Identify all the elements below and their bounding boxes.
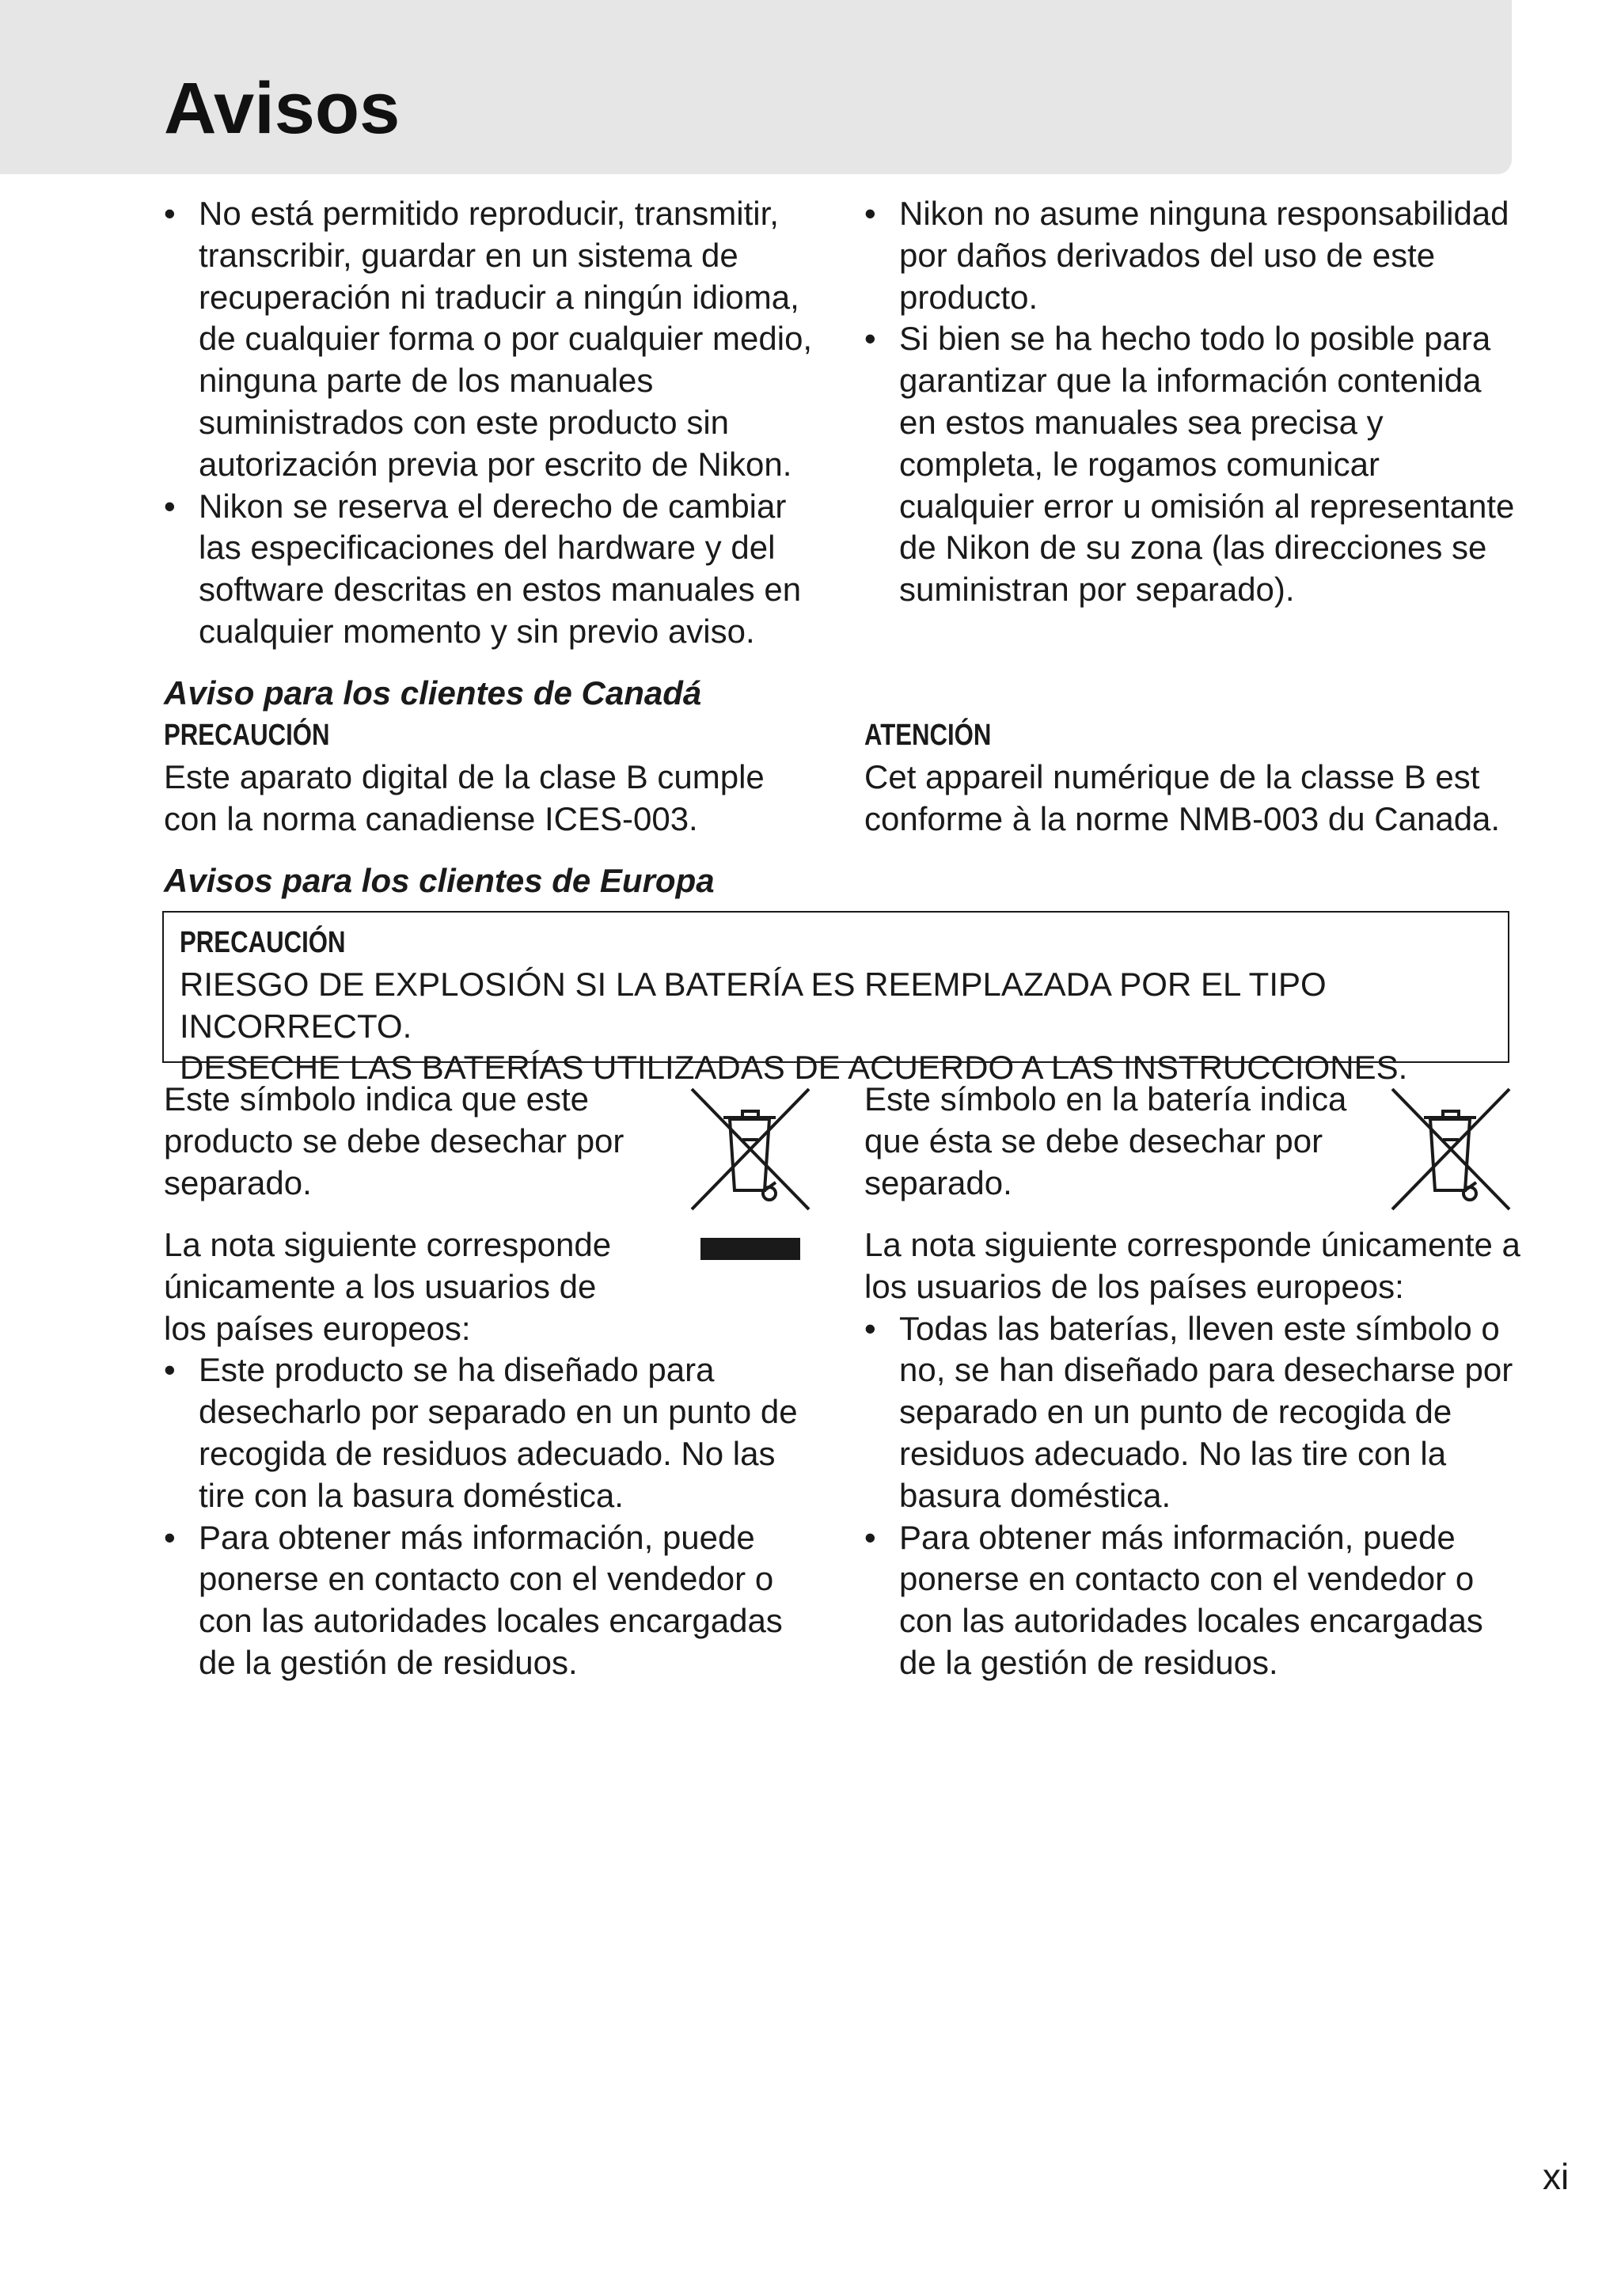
right-note-block (864, 1224, 1521, 1684)
bullet-list (164, 193, 813, 653)
list-item: • Todas las baterías, lleven este símbolo o no, se han diseñado para desecharse por separado en un punto de recogida de residuos adecuado. No las tire con la basura doméstica. (864, 1308, 1521, 1517)
list-item: • Para obtener más información, puede ponerse en contacto con el vendedor o con las autoridades locales encargadas de la gestión de residuos. (864, 1517, 1521, 1684)
bullet-list (164, 1349, 813, 1683)
canada-heading: Aviso para los clientes de Canadá (164, 674, 702, 712)
symbol-description: Este símbolo en la batería indica que ésta se debe desechar por separado. (864, 1080, 1347, 1201)
symbol-description: Este símbolo indica que este producto se debe desechar por separado. (164, 1080, 624, 1201)
crossed-out-wheelie-bin-icon (1389, 1086, 1513, 1213)
left-symbol-text-block (164, 1079, 639, 1204)
bullet-list (864, 1308, 1521, 1684)
list-item: • No está permitido reproducir, transmitir, transcribir, guardar en un sistema de recuperación ni traducir a ningún idioma, de cualquier forma o por cualquier medio, ninguna parte de los manuales suministrados con este producto sin autorización previa por escrito de Nikon. (164, 193, 813, 486)
attention-label: ATENCIÓN (864, 719, 992, 752)
caution-line: DESECHE LAS BATERÍAS UTILIZADAS DE ACUERDO A LAS INSTRUCCIONES. (180, 1049, 1408, 1087)
battery-caution-box (162, 911, 1509, 1087)
caution-label: PRECAUCIÓN (164, 719, 330, 752)
list-item: • Nikon no asume ninguna responsabilidad por daños derivados del uso de este producto. (864, 193, 1521, 318)
canada-english-text: Este aparato digital de la clase B cumple con la norma canadiense ICES-003. (164, 757, 765, 837)
crossed-out-wheelie-bin-icon (689, 1086, 812, 1213)
caution-label: PRECAUCIÓN (180, 926, 346, 959)
left-note-block (164, 1224, 813, 1684)
right-symbol-text-block (864, 1079, 1355, 1204)
page-number: xi (1543, 2156, 1570, 2197)
top-left-column (164, 193, 813, 653)
canada-left-notice (164, 715, 813, 840)
list-item: • Para obtener más información, puede ponerse en contacto con el vendedor o con las autoridades locales encargadas de la gestión de residuos. (164, 1517, 813, 1684)
list-item: • Si bien se ha hecho todo lo posible para garantizar que la información contenida en estos manuales sea precisa y completa, le rogamos comunicar cualquier error u omisión al representante de Nikon de su zona (las direcciones se suministran por separado). (864, 318, 1521, 611)
caution-line: RIESGO DE EXPLOSIÓN SI LA BATERÍA ES REEMPLAZADA POR EL TIPO INCORRECTO. (180, 965, 1327, 1045)
note-intro: La nota siguiente corresponde únicamente a los usuarios de los países europeos: (164, 1226, 612, 1347)
list-item: • Nikon se reserva el derecho de cambiar las especificaciones del hardware y del software descritas en estos manuales en cualquier momento y sin previo aviso. (164, 486, 813, 653)
bullet-list (864, 193, 1521, 611)
list-item: • Este producto se ha diseñado para desecharlo por separado en un punto de recogida de residuos adecuado. No las tire con la basura doméstica. (164, 1349, 813, 1516)
top-right-column (864, 193, 1521, 611)
europe-heading: Avisos para los clientes de Europa (164, 862, 715, 899)
canada-french-text: Cet appareil numérique de la classe B est conforme à la norme NMB-003 du Canada. (864, 757, 1501, 837)
page-title: Avisos (164, 68, 401, 149)
note-intro: La nota siguiente corresponde únicamente a los usuarios de los países europeos: (864, 1226, 1520, 1305)
canada-right-notice (864, 715, 1513, 840)
